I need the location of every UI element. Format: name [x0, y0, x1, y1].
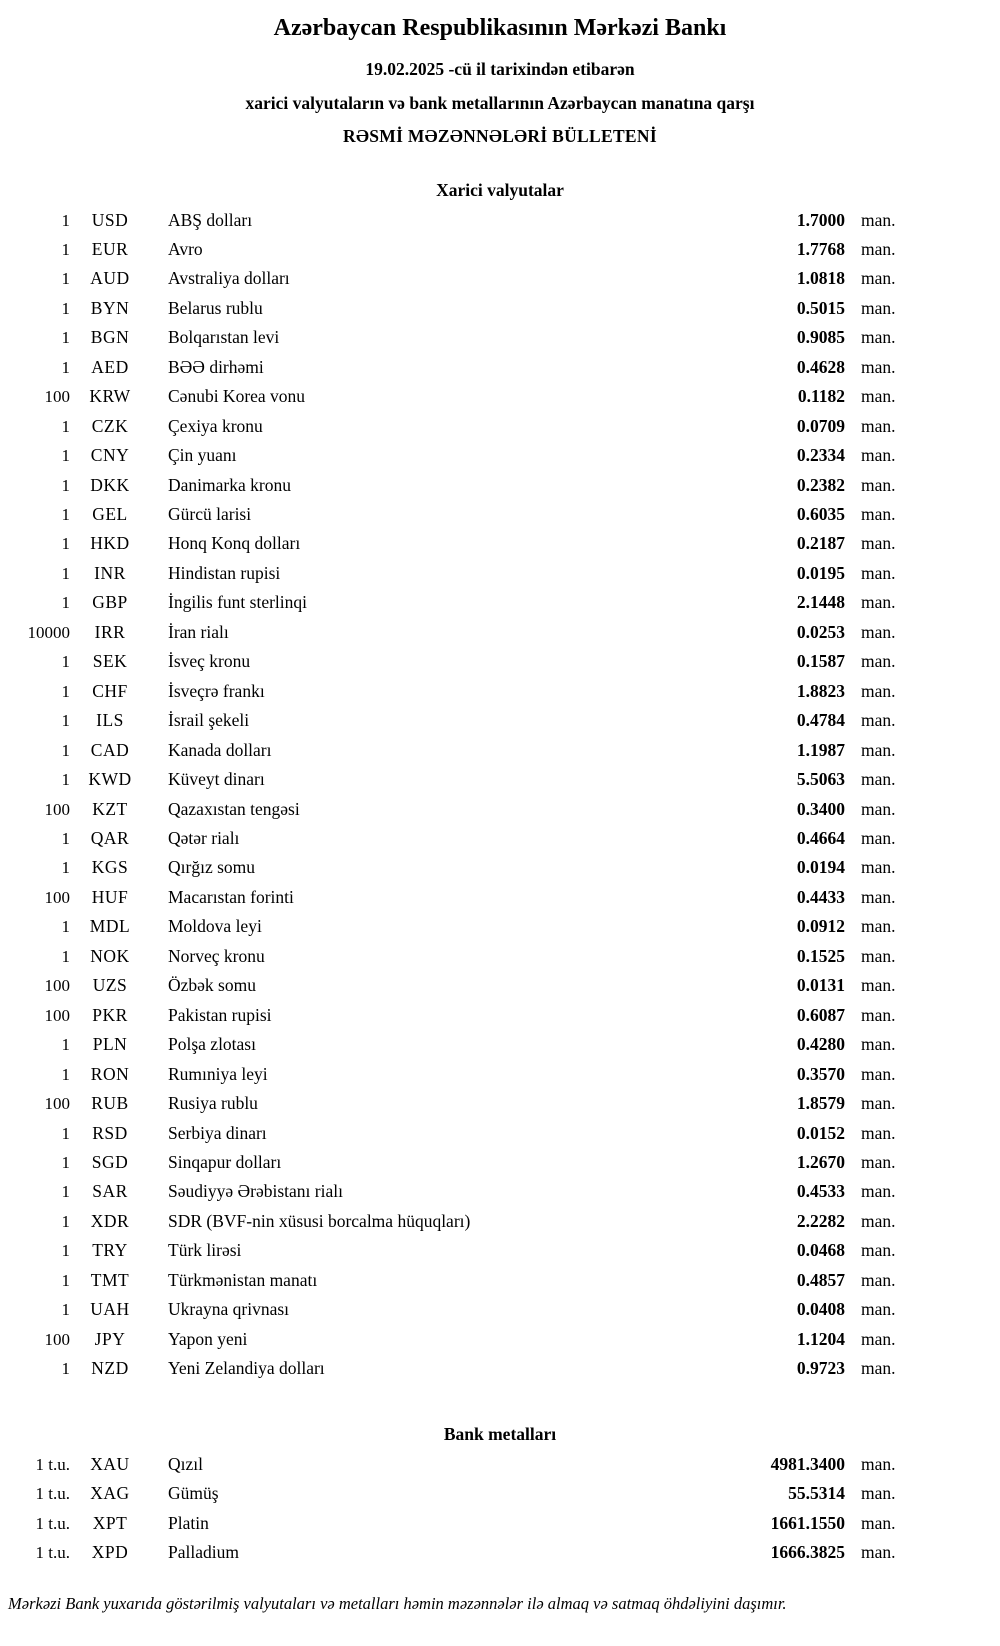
unit-cell: 1	[61, 829, 70, 849]
rate-suffix-cell: man.	[861, 1122, 896, 1143]
unit-cell: 1	[61, 1035, 70, 1055]
rate-suffix-cell: man.	[861, 1181, 896, 1202]
rate-cell: 0.0912	[796, 916, 845, 937]
rate-cell: 0.1587	[796, 651, 845, 672]
rate-cell: 0.9723	[796, 1358, 845, 1379]
name-cell: Yeni Zelandiya dolları	[168, 1358, 325, 1379]
unit-cell: 100	[44, 387, 70, 407]
name-cell: Küveyt dinarı	[168, 769, 265, 790]
name-cell: Kanada dolları	[168, 739, 272, 760]
name-cell: ABŞ dolları	[168, 209, 253, 230]
rate-suffix-cell: man.	[861, 1453, 896, 1474]
rate-suffix-cell: man.	[861, 621, 896, 642]
unit-cell: 1	[61, 416, 70, 436]
name-cell: Bolqarıstan levi	[168, 327, 280, 348]
rate-cell: 1.8823	[796, 680, 845, 701]
code-cell: CAD	[90, 739, 130, 760]
name-cell: Yapon yeni	[168, 1328, 248, 1349]
name-cell: Belarus rublu	[168, 297, 263, 318]
rate-row	[0, 1538, 905, 1567]
rate-row	[0, 1479, 905, 1508]
rate-row	[0, 206, 905, 235]
code-cell: XPD	[91, 1541, 129, 1562]
code-cell: CHF	[92, 680, 128, 701]
date-line: 19.02.2025 -cü il tarixindən etibarən	[365, 59, 635, 79]
rate-cell: 1.1204	[796, 1328, 845, 1349]
name-cell: Türk lirəsi	[168, 1240, 242, 1261]
page-title: Azərbaycan Respublikasının Mərkəzi Bankı	[273, 15, 727, 41]
rate-cell: 1661.1550	[770, 1512, 845, 1533]
code-cell: XDR	[90, 1210, 130, 1231]
rate-row	[0, 1060, 905, 1089]
name-cell: Rusiya rublu	[168, 1093, 258, 1114]
code-cell: USD	[91, 209, 129, 230]
name-cell: İran rialı	[168, 621, 229, 642]
name-cell: SDR (BVF-nin xüsusi borcalma hüquqları)	[168, 1210, 471, 1231]
subject-line: xarici valyutaların və bank metallarının Azərbaycan manatına qarşı	[245, 92, 755, 113]
rate-cell: 1.7000	[796, 209, 845, 230]
unit-cell: 1	[61, 946, 70, 966]
rate-cell: 0.0194	[796, 857, 845, 878]
code-cell: KZT	[92, 798, 128, 819]
unit-cell: 1	[61, 593, 70, 613]
code-cell: ILS	[96, 710, 124, 731]
rate-row	[0, 1295, 905, 1324]
rate-suffix-cell: man.	[861, 297, 896, 318]
name-cell: Çin yuanı	[168, 445, 237, 466]
code-cell: KRW	[89, 386, 131, 407]
unit-cell: 1	[61, 210, 70, 230]
code-cell: XAG	[90, 1483, 130, 1504]
unit-cell: 1	[61, 475, 70, 495]
rate-row	[0, 235, 905, 264]
unit-cell: 100	[44, 799, 70, 819]
rate-suffix-cell: man.	[861, 798, 896, 819]
name-cell: Moldova leyi	[168, 916, 262, 937]
rate-suffix-cell: man.	[861, 1483, 896, 1504]
code-cell: TRY	[92, 1240, 128, 1261]
rate-suffix-cell: man.	[861, 474, 896, 495]
rate-row	[0, 736, 905, 765]
rate-suffix-cell: man.	[861, 1512, 896, 1533]
rate-cell: 0.2334	[796, 445, 845, 466]
code-cell: TMT	[90, 1269, 130, 1290]
rate-cell: 0.3400	[796, 798, 845, 819]
unit-cell: 1	[61, 1211, 70, 1231]
name-cell: Cənubi Korea vonu	[168, 386, 306, 407]
rate-row	[0, 971, 905, 1000]
rate-row	[0, 441, 905, 470]
code-cell: XAU	[90, 1453, 130, 1474]
code-cell: RON	[90, 1063, 130, 1084]
rate-cell: 0.4280	[796, 1034, 845, 1055]
rate-suffix-cell: man.	[861, 1063, 896, 1084]
rate-row	[0, 824, 905, 853]
rate-suffix-cell: man.	[861, 1358, 896, 1379]
name-cell: Danimarka kronu	[168, 474, 291, 495]
name-cell: Polşa zlotası	[168, 1034, 256, 1055]
rate-cell: 0.0408	[796, 1299, 845, 1320]
unit-cell: 1	[61, 357, 70, 377]
rate-suffix-cell: man.	[861, 327, 896, 348]
code-cell: SEK	[92, 651, 128, 672]
rate-cell: 4981.3400	[770, 1453, 845, 1474]
name-cell: İsrail şekeli	[168, 710, 250, 731]
rate-suffix-cell: man.	[861, 238, 896, 259]
rate-suffix-cell: man.	[861, 1240, 896, 1261]
rate-row	[0, 912, 905, 941]
rate-cell: 2.1448	[796, 592, 845, 613]
unit-cell: 1	[61, 269, 70, 289]
section-heading-metals: Bank metalları	[443, 1423, 557, 1444]
rate-suffix-cell: man.	[861, 680, 896, 701]
rate-suffix-cell: man.	[861, 828, 896, 849]
rate-suffix-cell: man.	[861, 1299, 896, 1320]
rate-suffix-cell: man.	[861, 886, 896, 907]
rate-cell: 0.2382	[796, 474, 845, 495]
rate-row	[0, 1030, 905, 1059]
rate-row	[0, 677, 905, 706]
rate-suffix-cell: man.	[861, 710, 896, 731]
rate-suffix-cell: man.	[861, 533, 896, 554]
rate-cell: 1.0818	[796, 268, 845, 289]
code-cell: EUR	[91, 238, 129, 259]
code-cell: RSD	[92, 1122, 128, 1143]
rate-row	[0, 1089, 905, 1118]
code-cell: GEL	[92, 504, 128, 525]
unit-cell: 1	[61, 711, 70, 731]
rate-cell: 0.6035	[796, 504, 845, 525]
name-cell: Gümüş	[168, 1483, 219, 1504]
code-cell: BGN	[90, 327, 130, 348]
unit-cell: 1	[61, 1182, 70, 1202]
code-cell: UZS	[92, 975, 128, 996]
unit-cell: 100	[44, 1329, 70, 1349]
rate-cell: 0.5015	[796, 297, 845, 318]
rate-cell: 0.0468	[796, 1240, 845, 1261]
rate-cell: 0.0131	[796, 975, 845, 996]
rate-suffix-cell: man.	[861, 739, 896, 760]
code-cell: JPY	[94, 1328, 126, 1349]
rate-suffix-cell: man.	[861, 651, 896, 672]
rate-cell: 0.0709	[796, 415, 845, 436]
unit-cell: 1 t.u.	[35, 1484, 70, 1504]
rate-cell: 0.1525	[796, 945, 845, 966]
name-cell: Avstraliya dolları	[168, 268, 290, 289]
unit-cell: 1	[61, 681, 70, 701]
name-cell: Palladium	[168, 1541, 239, 1562]
rate-suffix-cell: man.	[861, 1034, 896, 1055]
unit-cell: 1	[61, 446, 70, 466]
unit-cell: 1	[61, 1241, 70, 1261]
name-cell: Səudiyyə Ərəbistanı rialı	[168, 1181, 343, 1202]
code-cell: IRR	[94, 621, 126, 642]
code-cell: PLN	[92, 1034, 128, 1055]
metals-table	[0, 1450, 905, 1568]
rate-row	[0, 942, 905, 971]
rate-suffix-cell: man.	[861, 504, 896, 525]
rate-cell: 55.5314	[788, 1483, 845, 1504]
code-cell: CZK	[91, 415, 129, 436]
code-cell: DKK	[90, 474, 130, 495]
rate-cell: 0.1182	[797, 386, 845, 407]
rate-suffix-cell: man.	[861, 562, 896, 583]
name-cell: Gürcü larisi	[168, 504, 252, 525]
unit-cell: 1	[61, 917, 70, 937]
rate-cell: 0.0253	[796, 621, 845, 642]
code-cell: MDL	[89, 916, 131, 937]
rate-row	[0, 1148, 905, 1177]
name-cell: Serbiya dinarı	[168, 1122, 267, 1143]
rate-row	[0, 471, 905, 500]
bulletin-title-line: RƏSMİ MƏZƏNNƏLƏRİ BÜLLETENİ	[343, 126, 657, 146]
unit-cell: 1	[61, 1359, 70, 1379]
rate-row	[0, 883, 905, 912]
unit-cell: 100	[44, 976, 70, 996]
name-cell: Ukrayna qrivnası	[168, 1299, 290, 1320]
name-cell: Qətər rialı	[168, 828, 240, 849]
name-cell: Honq Konq dolları	[168, 533, 301, 554]
section-heading-currencies: Xarici valyutalar	[436, 179, 564, 200]
rate-cell: 1.1987	[796, 739, 845, 760]
rate-suffix-cell: man.	[861, 356, 896, 377]
unit-cell: 100	[44, 1005, 70, 1025]
name-cell: Qızıl	[168, 1453, 203, 1474]
rate-cell: 0.4664	[796, 828, 845, 849]
rate-row	[0, 559, 905, 588]
unit-cell: 1	[61, 1270, 70, 1290]
rate-suffix-cell: man.	[861, 1004, 896, 1025]
code-cell: BYN	[90, 297, 130, 318]
rate-suffix-cell: man.	[861, 1210, 896, 1231]
rate-row	[0, 1354, 905, 1383]
rate-cell: 0.4857	[796, 1269, 845, 1290]
name-cell: Pakistan rupisi	[168, 1004, 272, 1025]
rate-suffix-cell: man.	[861, 386, 896, 407]
rate-cell: 0.2187	[796, 533, 845, 554]
rate-cell: 1.2670	[796, 1152, 845, 1172]
rate-row	[0, 795, 905, 824]
name-cell: Macarıstan forinti	[168, 886, 294, 907]
rate-row	[0, 588, 905, 617]
rate-cell: 0.4533	[796, 1181, 845, 1202]
rate-row	[0, 1450, 905, 1479]
unit-cell: 10000	[27, 622, 70, 642]
rate-suffix-cell: man.	[861, 975, 896, 996]
currency-table	[0, 206, 905, 1384]
rate-cell: 0.4628	[796, 356, 845, 377]
rate-cell: 0.0152	[796, 1122, 845, 1143]
rate-row	[0, 1509, 905, 1538]
rate-row	[0, 1177, 905, 1206]
rate-row	[0, 618, 905, 647]
rate-cell: 1.8579	[796, 1093, 845, 1114]
name-cell: İsveç kronu	[168, 651, 251, 672]
rate-row	[0, 264, 905, 293]
unit-cell: 100	[44, 1094, 70, 1114]
unit-cell: 1	[61, 1064, 70, 1084]
code-cell: INR	[94, 562, 126, 583]
name-cell: Türkmənistan manatı	[168, 1269, 318, 1290]
code-cell: RUB	[91, 1093, 129, 1114]
code-cell: PKR	[92, 1004, 128, 1025]
unit-cell: 1	[61, 770, 70, 790]
rate-suffix-cell: man.	[861, 769, 896, 790]
rate-suffix-cell: man.	[861, 1152, 896, 1172]
name-cell: Sinqapur dolları	[168, 1152, 282, 1172]
rate-cell: 0.4433	[796, 886, 845, 907]
rate-suffix-cell: man.	[861, 1541, 896, 1562]
rate-row	[0, 529, 905, 558]
unit-cell: 1 t.u.	[35, 1542, 70, 1562]
rate-cell: 1.7768	[796, 238, 845, 259]
rate-suffix-cell: man.	[861, 415, 896, 436]
rate-suffix-cell: man.	[861, 209, 896, 230]
unit-cell: 1	[61, 239, 70, 259]
unit-cell: 1	[61, 534, 70, 554]
rate-row	[0, 412, 905, 441]
unit-cell: 1	[61, 652, 70, 672]
unit-cell: 1	[61, 298, 70, 318]
rate-row	[0, 765, 905, 794]
rate-cell: 0.4784	[796, 710, 845, 731]
rate-suffix-cell: man.	[861, 268, 896, 289]
rate-cell: 0.6087	[796, 1004, 845, 1025]
name-cell: Qazaxıstan tengəsi	[168, 798, 300, 819]
code-cell: AUD	[90, 268, 130, 289]
rate-row	[0, 1001, 905, 1030]
rate-cell: 1666.3825	[770, 1541, 845, 1562]
name-cell: İngilis funt sterlinqi	[168, 592, 308, 613]
unit-cell: 1 t.u.	[35, 1454, 70, 1474]
rate-row	[0, 323, 905, 352]
rate-row	[0, 353, 905, 382]
rate-suffix-cell: man.	[861, 1328, 896, 1349]
code-cell: HKD	[90, 533, 130, 554]
rate-suffix-cell: man.	[861, 445, 896, 466]
unit-cell: 1	[61, 740, 70, 760]
rate-row	[0, 706, 905, 735]
rate-row	[0, 853, 905, 882]
rate-suffix-cell: man.	[861, 857, 896, 878]
rate-row	[0, 1236, 905, 1265]
unit-cell: 100	[44, 887, 70, 907]
unit-cell: 1	[61, 505, 70, 525]
unit-cell: 1	[61, 563, 70, 583]
rate-row	[0, 294, 905, 323]
name-cell: Rumıniya leyi	[168, 1063, 268, 1084]
name-cell: Avro	[168, 238, 203, 259]
name-cell: BƏƏ dirhəmi	[168, 356, 264, 377]
disclaimer-text: Mərkəzi Bank yuxarıda göstərilmiş valyutaları və metalları həmin məzənnələr ilə almaq və satmaq öhdəliyini daşımır.	[8, 1594, 787, 1614]
code-cell: SAR	[92, 1181, 128, 1202]
name-cell: Platin	[168, 1512, 209, 1533]
rate-cell: 0.3570	[796, 1063, 845, 1084]
rate-row	[0, 500, 905, 529]
rate-sections	[0, 176, 1000, 1568]
rate-suffix-cell: man.	[861, 916, 896, 937]
code-cell: CNY	[90, 445, 130, 466]
name-cell: Qırğız somu	[168, 857, 256, 878]
code-cell: SGD	[91, 1152, 129, 1172]
code-cell: NZD	[91, 1358, 129, 1379]
rate-row	[0, 382, 905, 411]
unit-cell: 1	[61, 1153, 70, 1172]
unit-cell: 1	[61, 858, 70, 878]
rate-cell: 0.9085	[796, 327, 845, 348]
rate-suffix-cell: man.	[861, 945, 896, 966]
code-cell: UAH	[90, 1299, 130, 1320]
rate-cell: 5.5063	[796, 769, 845, 790]
rate-row	[0, 647, 905, 676]
rate-suffix-cell: man.	[861, 1093, 896, 1114]
rate-cell: 2.2282	[796, 1210, 845, 1231]
name-cell: Özbək somu	[168, 975, 256, 996]
name-cell: Norveç kronu	[168, 945, 265, 966]
unit-cell: 1	[61, 328, 70, 348]
rate-suffix-cell: man.	[861, 1269, 896, 1290]
unit-cell: 1	[61, 1123, 70, 1143]
rate-row	[0, 1119, 905, 1148]
name-cell: İsveçrə frankı	[168, 680, 265, 701]
code-cell: NOK	[90, 945, 130, 966]
code-cell: AED	[91, 356, 129, 377]
rate-row	[0, 1325, 905, 1354]
rate-row	[0, 1266, 905, 1295]
code-cell: XPT	[92, 1512, 128, 1533]
unit-cell: 1 t.u.	[35, 1513, 70, 1533]
name-cell: Çexiya kronu	[168, 415, 263, 436]
code-cell: KWD	[88, 769, 132, 790]
rate-cell: 0.0195	[796, 562, 845, 583]
unit-cell: 1	[61, 1300, 70, 1320]
rate-row	[0, 1207, 905, 1236]
name-cell: Hindistan rupisi	[168, 562, 281, 583]
code-cell: HUF	[91, 886, 129, 907]
code-cell: KGS	[91, 857, 129, 878]
code-cell: QAR	[90, 828, 130, 849]
code-cell: GBP	[92, 592, 128, 613]
rate-suffix-cell: man.	[861, 592, 896, 613]
